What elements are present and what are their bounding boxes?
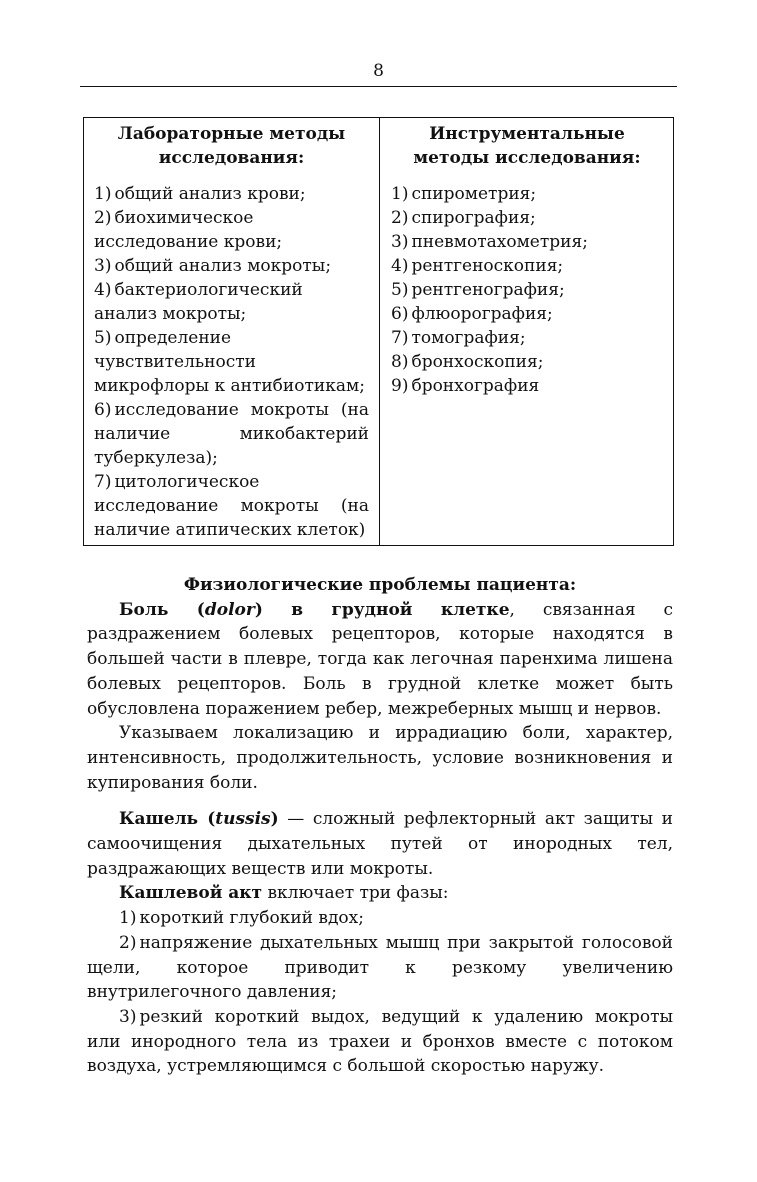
instrumental-method-item-text: рентгеноскопия; [411,256,564,276]
cough-phase-item [87,931,673,1005]
lab-method-item-number: 3) [94,256,112,276]
lab-method-item-number: 4) [94,280,112,300]
cough-phase-number: 3) [119,1006,137,1027]
pain-term-a: Боль ( [119,599,205,620]
lab-method-item [94,278,369,326]
instrumental-method-item [391,254,663,278]
lab-method-item-number: 7) [94,472,112,492]
lab-method-item-text: биохимическое исследование крови; [94,208,283,252]
header-rule [80,86,677,87]
lab-method-item [94,182,369,206]
lab-method-item-text: общий анализ крови; [114,184,306,204]
cough-phase-item [87,906,673,931]
instrumental-method-item-number: 7) [391,328,409,348]
instrumental-method-item [391,302,663,326]
instrumental-method-item-number: 5) [391,280,409,300]
cough-text: — сложный рефлекторный акт защиты и самоочищения дыхательных путей от инородных тел, раздражающих веществ или мокроты. [87,809,673,879]
lab-method-item-text: бактериологический анализ мокроты; [94,280,303,324]
instrumental-method-item [391,374,663,398]
section-heading: Физиологические проблемы пациента: [183,575,577,595]
cough-phases [87,906,673,1079]
pain-term-b: ) в грудной клетке [254,599,510,620]
cough-term: Кашель ( [119,809,216,830]
instrumental-method-item-number: 2) [391,208,409,228]
lab-methods-header: Лабораторные методы исследования: [117,124,346,168]
instrumental-method-item-text: флюорография; [411,304,553,324]
instrumental-method-item [391,182,663,206]
page-number: 8 [373,61,384,81]
cough-paragraph [87,807,673,881]
lab-method-item-number: 2) [94,208,112,228]
instrumental-methods-header: Инструментальные методы исследования: [413,124,641,168]
pain-text: , связанная с раздражением болевых рецепторов, которые находятся в большей части в плевре, тогда как легочная паренхима лишена болевых рецепторов. Боль в грудной клетке может быть обусловлена поражением ребер, межреберных мышц и нервов. [87,599,673,719]
lab-method-item [94,254,369,278]
instrumental-method-item-number: 9) [391,376,409,396]
lab-method-item-number: 5) [94,328,112,348]
instrumental-method-item [391,326,663,350]
cough-phase-text: напряжение дыхательных мышц при закрытой голосовой щели, которое приводит к резкому увеличению внутрилегочного давления; [87,932,673,1003]
cough-latin-term: tussis [215,809,271,830]
instrumental-method-item-text: спирометрия; [411,184,537,204]
instrumental-method-item-number: 4) [391,256,409,276]
pain-latin-term: dolor [204,599,255,620]
lab-method-item-text: определение чувствительности микрофлоры к антибиотикам; [94,328,365,396]
lab-methods-list [94,182,369,542]
instrumental-method-item [391,230,663,254]
lab-method-item-number: 6) [94,400,112,420]
instrumental-method-item-text: бронхография [411,376,540,396]
lab-method-item-text: цитологическое исследование мокроты (на наличие атипических клеток) [94,472,369,540]
instrumental-method-item-number: 1) [391,184,409,204]
instrumental-method-item-number: 8) [391,352,409,372]
cough-term-end: ) [270,809,279,830]
cough-act-term: Кашлевой акт [119,883,263,904]
lab-method-item [94,470,369,542]
instrumental-method-item-text: пневмотахометрия; [411,232,588,252]
instrumental-method-item-text: рентгенография; [411,280,565,300]
cough-phase-number: 1) [119,908,137,929]
methods-table [83,117,674,546]
lab-method-item [94,398,369,470]
instrumental-method-item-number: 6) [391,304,409,324]
cough-phase-text: резкий короткий выдох, ведущий к удалению мокроты или инородного тела из трахеи и бронхов вместе с потоком воздуха, устремляющимся с большой скоростью наружу. [87,1006,673,1077]
instrumental-method-item [391,206,663,230]
instrumental-methods-list [391,182,663,398]
lab-method-item [94,326,369,398]
instrumental-method-item [391,278,663,302]
instrumental-methods-column [380,118,673,545]
lab-method-item-text: общий анализ мокроты; [114,256,332,276]
cough-phase-number: 2) [119,932,137,953]
cough-phase-item [87,1005,673,1079]
instrumental-method-item-number: 3) [391,232,409,252]
instrumental-method-item-text: бронхоскопия; [411,352,544,372]
instrumental-method-item [391,350,663,374]
instrumental-method-item-text: спирография; [411,208,536,228]
lab-method-item [94,206,369,254]
pain-paragraph [87,598,673,722]
lab-methods-column [84,118,380,545]
pain-details-paragraph: Указываем локализацию и иррадиацию боли, характер, интенсивность, продолжительность, условие возникновения и купирования боли. [87,723,673,793]
cough-phase-text: короткий глубокий вдох; [139,908,364,929]
lab-method-item-number: 1) [94,184,112,204]
cough-act-text: включает три фазы: [262,883,449,904]
instrumental-method-item-text: томография; [411,328,526,348]
body-text [87,573,673,1079]
cough-act-paragraph [87,881,673,906]
lab-method-item-text: исследование мокроты (на наличие микобактерий туберкулеза); [94,400,369,468]
